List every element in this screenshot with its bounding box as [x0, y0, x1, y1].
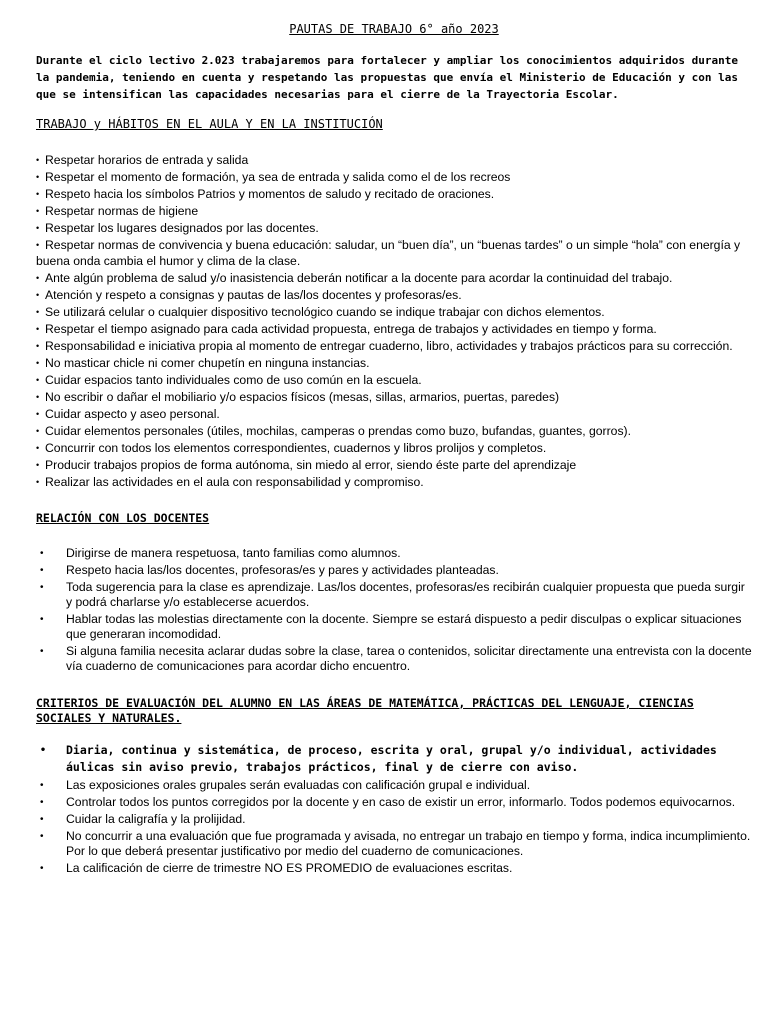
list-item-text: Cuidar aspecto y aseo personal.	[45, 407, 220, 422]
bullet-icon: •	[40, 813, 44, 825]
list-item	[36, 169, 752, 185]
list-item	[36, 287, 752, 303]
bullet-icon: •	[36, 443, 40, 454]
list-item-text: La calificación de cierre de trimestre NO ES PROMEDIO de evaluaciones escritas.	[66, 860, 513, 875]
list-item	[36, 440, 752, 456]
list-item-text: Las exposiciones orales grupales serán evaluadas con calificación grupal e individual.	[66, 777, 531, 792]
list-item	[36, 389, 752, 405]
section-heading-criterios-evaluacion: CRITERIOS DE EVALUACIÓN DEL ALUMNO EN LAS ÁREAS DE MATEMÁTICA, PRÁCTICAS DEL LENGUAJE, CIENCIAS SOCIALES Y NATURALES.	[36, 695, 694, 725]
section-heading-trabajo-habitos: TRABAJO y HÁBITOS EN EL AULA Y EN LA INSTITUCIÓN	[36, 117, 383, 131]
list-item-text: No escribir o dañar el mobiliario y/o espacios físicos (mesas, sillas, armarios, puertas, paredes)	[45, 390, 560, 405]
list-item-text: Responsabilidad e iniciativa propia al momento de entregar cuaderno, libro, actividades y trabajos prácticos para su corrección.	[45, 339, 733, 354]
list-item-text: Respetar horarios de entrada y salida	[45, 153, 249, 167]
list-item	[36, 372, 752, 388]
list-item-text: Respetar el tiempo asignado para cada actividad propuesta, entrega de trabajos y actividades en tiempo y forma.	[45, 322, 657, 337]
list-item-text: Atención y respeto a consignas y pautas de las/los docentes y profesoras/es.	[45, 288, 462, 303]
bullet-icon: •	[36, 155, 40, 165]
list-item	[36, 742, 752, 776]
list-item-text: Cuidar espacios tanto individuales como de uso común en la escuela.	[45, 373, 422, 388]
list-item-text: Realizar las actividades en el aula con responsabilidad y compromiso.	[45, 475, 424, 490]
list-item	[36, 152, 752, 168]
intro-paragraph: Durante el ciclo lectivo 2.023 trabajaremos para fortalecer y ampliar los conocimientos adquiridos durante la pandemia, teniendo en cuenta y respetando las propuestas que envía el Ministerio de Educación y con las que se intensifican las capacidades necesarias para el cierre de la Trayectoria Escolar.	[36, 54, 738, 101]
list-item-text: Cuidar la caligrafía y la prolijidad.	[66, 811, 246, 826]
bullet-icon: •	[36, 307, 40, 318]
bullet-icon: •	[40, 564, 44, 576]
bullet-icon: •	[36, 206, 40, 216]
bullet-icon: •	[36, 477, 40, 488]
list-item-text: Respeto hacia los símbolos Patrios y momentos de saludo y recitado de oraciones.	[45, 187, 495, 201]
list-item-text: Respetar normas de convivencia y buena educación: saludar, un “buen día”, un “buenas tardes” o un simple “hola” con energía y buena onda cambia el humor y clima de la clase.	[36, 238, 741, 269]
list-item-text: Respetar normas de higiene	[45, 204, 199, 218]
list-item-text: Respetar los lugares designados por las docentes.	[45, 221, 319, 235]
bullet-icon: •	[36, 460, 40, 471]
bullet-icon: •	[36, 172, 40, 182]
list-item	[36, 423, 752, 439]
bullet-icon: •	[36, 426, 40, 437]
list-item	[36, 795, 752, 810]
bullet-icon: •	[40, 779, 44, 791]
bullet-icon: •	[40, 547, 44, 559]
list-item	[36, 220, 752, 236]
list-item	[36, 457, 752, 473]
list-item	[36, 355, 752, 371]
bullet-icon: •	[40, 830, 44, 842]
list-item-text: Toda sugerencia para la clase es aprendizaje. Las/los docentes, profesoras/es recibirán cualquier propuesta que pueda surgir y podrá charlarse y/o establecerse acuerdos.	[66, 579, 745, 609]
bullet-icon: •	[40, 581, 44, 593]
list-item	[36, 321, 752, 337]
list-item-text: Si alguna familia necesita aclarar dudas sobre la clase, tarea o contenidos, solicitar directamente una entrevista con la docente vía cuaderno de comunicaciones para acordar dicho encuentro.	[66, 643, 752, 673]
list-item	[36, 474, 752, 490]
bullet-icon: •	[36, 273, 40, 284]
list-item-text: Ante algún problema de salud y/o inasistencia deberán notificar a la docente para acordar la continuidad del trabajo.	[45, 271, 673, 286]
bullet-icon: •	[36, 223, 40, 233]
bullet-icon: •	[40, 744, 47, 756]
list-item-text: Diaria, continua y sistemática, de proceso, escrita y oral, grupal y/o individual, actividades áulicas sin aviso previo, trabajos prácticos, final y de cierre con aviso.	[66, 742, 717, 774]
bullet-icon: •	[36, 409, 40, 420]
list-item-text: Producir trabajos propios de forma autónoma, sin miedo al error, siendo éste parte del aprendizaje	[45, 458, 577, 473]
list-item	[36, 186, 752, 202]
list-item-text: Respeto hacia las/los docentes, profesoras/es y pares y actividades planteadas.	[66, 562, 499, 577]
list-item-text: No concurrir a una evaluación que fue programada y avisada, no entregar un trabajo en tiempo y forma, indica incumplimiento. Por lo que deberá presentar justificativo por medio del cuaderno de comunicaciones.	[66, 828, 751, 858]
bullet-icon: •	[36, 290, 40, 301]
list-item	[36, 778, 752, 793]
list-item	[36, 644, 752, 674]
list-item	[36, 861, 752, 876]
list-item-text: Respetar el momento de formación, ya sea de entrada y salida como el de los recreos	[45, 170, 511, 184]
list-item-text: No masticar chicle ni comer chupetín en ninguna instancias.	[45, 356, 370, 371]
list-item-text: Se utilizará celular o cualquier dispositivo tecnológico cuando se indique trabajar con dichos elementos.	[45, 305, 605, 320]
document-title: PAUTAS DE TRABAJO 6° año 2023	[289, 22, 499, 36]
habits-list	[36, 152, 752, 491]
list-item	[36, 304, 752, 320]
list-item	[36, 580, 752, 610]
bullet-icon: •	[36, 341, 40, 352]
list-item	[36, 406, 752, 422]
bullet-icon: •	[36, 240, 40, 250]
section-heading-relacion-docentes: RELACIÓN CON LOS DOCENTES	[36, 510, 210, 525]
list-item	[36, 237, 752, 270]
bullet-icon: •	[36, 324, 40, 335]
document-page	[36, 22, 752, 878]
list-item	[36, 812, 752, 827]
list-item-text: Concurrir con todos los elementos correspondientes, cuadernos y libros prolijos y completos.	[45, 441, 547, 456]
bullet-icon: •	[36, 375, 40, 386]
list-item-text: Cuidar elementos personales (útiles, mochilas, camperas o prendas como buzo, bufandas, guantes, gorros).	[45, 424, 631, 439]
list-item	[36, 203, 752, 219]
list-item	[36, 829, 752, 859]
list-item	[36, 563, 752, 578]
bullet-icon: •	[36, 189, 40, 199]
bullet-icon: •	[36, 392, 40, 403]
list-item	[36, 338, 752, 354]
evaluation-criteria-list	[36, 742, 752, 876]
bullet-icon: •	[40, 862, 44, 874]
list-item	[36, 270, 752, 286]
bullet-icon: •	[36, 358, 40, 369]
bullet-icon: •	[40, 645, 44, 657]
bullet-icon: •	[40, 613, 44, 625]
teachers-relation-list	[36, 546, 752, 674]
list-item	[36, 546, 752, 561]
list-item	[36, 612, 752, 642]
list-item-text: Dirigirse de manera respetuosa, tanto familias como alumnos.	[66, 545, 401, 560]
list-item-text: Controlar todos los puntos corregidos por la docente y en caso de existir un error, informarlo. Todos podemos equivocarnos.	[66, 794, 736, 809]
list-item-text: Hablar todas las molestias directamente con la docente. Siempre se estará dispuesto a pedir disculpas o explicar situaciones que generaran incomodidad.	[66, 611, 742, 641]
bullet-icon: •	[40, 796, 44, 808]
